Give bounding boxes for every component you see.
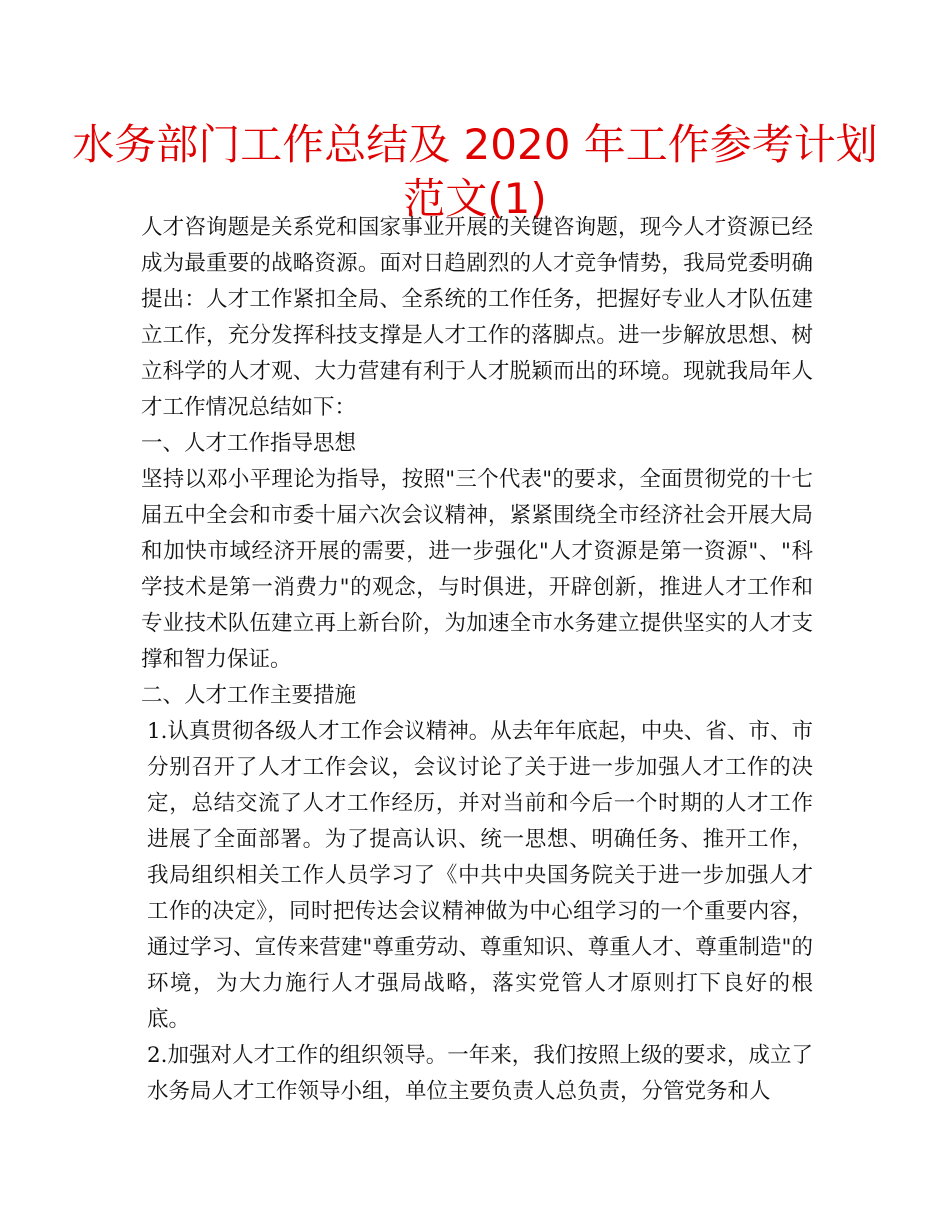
document-title-line-2: 范文(1) <box>403 174 547 223</box>
document-title-line-1: 水务部门工作总结及 2020 年工作参考计划 <box>72 120 878 169</box>
measure-1-paragraph: 1.认真贯彻各级人才工作会议精神。从去年年底起，中央、省、市、市分别召开了人才工作会议，会议讨论了关于进一步加强人才工作的决定，总结交流了人才工作经历，并对当前和今后一个时期的人才工作进展了全面部署。为了提高认识、统一思想、明确任务、推开工作，我局组织相关工作人员学习了《中共中央国务院关于进一步加强人才工作的决定》，同时把传达会议精神做为中心组学习的一个重要内容，通过学习、宣传来营建"尊重劳动、尊重知识、尊重人才、尊重制造"的环境，为大力施行人才强局战略，落实党管人才原则打下良好的根底。 <box>147 719 813 1032</box>
section-heading-main-measures: 二、人才工作主要措施 <box>141 683 357 708</box>
measure-2-paragraph: 2.加强对人才工作的组织领导。一年来，我们按照上级的要求，成立了水务局人才工作领导小组，单位主要负责人总负责，分管党务和人 <box>147 1043 813 1104</box>
guiding-ideology-paragraph: 坚持以邓小平理论为指导，按照"三个代表"的要求，全面贯彻党的十七届五中全会和市委十届六次会议精神，紧紧围绕全市经济社会开展大局和加快市域经济开展的需要，进一步强化"人才资源是第一资源"、"科学技术是第一消费力"的观念，与时俱进，开辟创新，推进人才工作和专业技术队伍建立再上新台阶，为加速全市水务建立提供坚实的人才支撑和智力保证。 <box>141 467 813 672</box>
document-body <box>141 210 813 1110</box>
section-heading-guiding-ideology: 一、人才工作指导思想 <box>141 431 357 456</box>
intro-paragraph: 人才咨询题是关系党和国家事业开展的关键咨询题，现今人才资源已经成为最重要的战略资源。面对日趋剧烈的人才竞争情势，我局党委明确提出：人才工作紧扣全局、全系统的工作任务，把握好专业人才队伍建立工作，充分发挥科技支撑是人才工作的落脚点。进一步解放思想、树立科学的人才观、大力营建有利于人才脱颖而出的环境。现就我局年人才工作情况总结如下： <box>141 215 813 420</box>
